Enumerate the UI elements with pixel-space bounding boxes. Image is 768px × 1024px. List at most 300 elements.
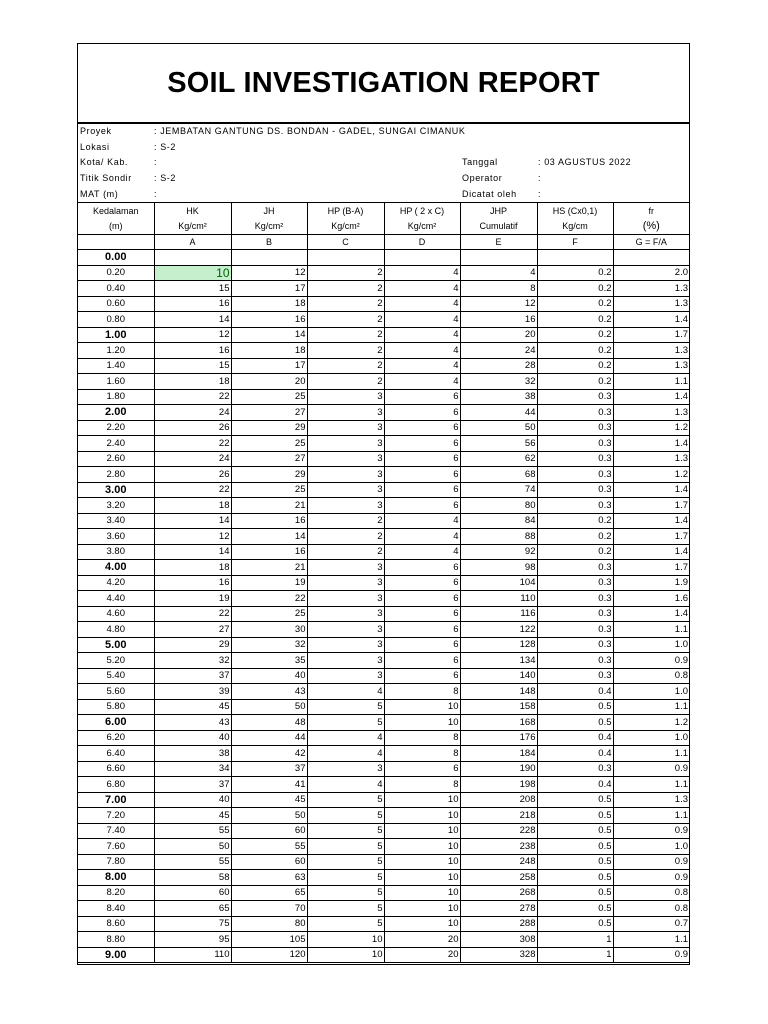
depth-cell: 5.60 — [78, 684, 154, 700]
jhp-cell: 278 — [460, 901, 537, 917]
info-label-operator: Operator — [462, 173, 503, 183]
hs-cell: 0.2 — [537, 529, 613, 545]
hp2-cell: 6 — [384, 420, 460, 436]
hs-cell: 0.4 — [537, 730, 613, 746]
fr-cell: 1.4 — [613, 436, 689, 452]
hs-cell: 0.5 — [537, 854, 613, 870]
jh-cell: 80 — [231, 916, 307, 932]
info-label-proyek: Proyek — [80, 126, 112, 136]
fr-cell: 1.6 — [613, 591, 689, 607]
jh-cell: 20 — [231, 374, 307, 390]
table-row — [78, 374, 689, 390]
hk-cell: 26 — [154, 420, 231, 436]
col-unit: Kg/cm² — [384, 218, 460, 235]
hk-cell: 19 — [154, 591, 231, 607]
hp-cell: 2 — [307, 358, 384, 374]
depth-cell: 6.60 — [78, 761, 154, 777]
table-row — [78, 746, 689, 762]
hk-cell: 38 — [154, 746, 231, 762]
hp2-cell: 6 — [384, 451, 460, 467]
fr-cell: 1.7 — [613, 327, 689, 343]
fr-cell: 0.9 — [613, 761, 689, 777]
hp2-cell: 10 — [384, 916, 460, 932]
jhp-cell: 98 — [460, 560, 537, 576]
hp2-cell — [384, 250, 460, 266]
jh-cell: 48 — [231, 715, 307, 731]
hk-cell: 24 — [154, 451, 231, 467]
table-row — [78, 870, 689, 886]
hs-cell: 0.3 — [537, 451, 613, 467]
hp-cell: 2 — [307, 296, 384, 312]
fr-cell: 1.3 — [613, 358, 689, 374]
hp-cell: 5 — [307, 901, 384, 917]
hk-cell: 110 — [154, 947, 231, 963]
depth-cell: 7.40 — [78, 823, 154, 839]
jh-cell: 55 — [231, 839, 307, 855]
fr-cell: 1.4 — [613, 482, 689, 498]
jh-cell: 27 — [231, 451, 307, 467]
hp-cell: 3 — [307, 591, 384, 607]
hp2-cell: 6 — [384, 622, 460, 638]
hp2-cell: 4 — [384, 513, 460, 529]
table-row — [78, 389, 689, 405]
depth-cell: 2.20 — [78, 420, 154, 436]
hp-cell: 3 — [307, 482, 384, 498]
info-value-dicatat-oleh: : — [538, 189, 542, 199]
depth-cell: 4.60 — [78, 606, 154, 622]
table-row — [78, 668, 689, 684]
table-row — [78, 250, 689, 266]
hs-cell — [537, 250, 613, 266]
hs-cell: 0.5 — [537, 901, 613, 917]
hp-cell: 5 — [307, 808, 384, 824]
hk-cell: 14 — [154, 312, 231, 328]
jhp-cell: 88 — [460, 529, 537, 545]
hp2-cell: 4 — [384, 296, 460, 312]
hp-cell: 5 — [307, 823, 384, 839]
hs-cell: 0.5 — [537, 916, 613, 932]
hk-cell: 16 — [154, 343, 231, 359]
hs-cell: 0.3 — [537, 420, 613, 436]
depth-cell: 6.40 — [78, 746, 154, 762]
jhp-cell: 328 — [460, 947, 537, 963]
fr-cell: 0.8 — [613, 668, 689, 684]
depth-cell: 3.00 — [78, 482, 154, 498]
col-unit: (%) — [613, 218, 689, 235]
hp2-cell: 4 — [384, 374, 460, 390]
jh-cell: 19 — [231, 575, 307, 591]
jhp-cell: 258 — [460, 870, 537, 886]
depth-cell: 1.60 — [78, 374, 154, 390]
table-row — [78, 265, 689, 281]
hp-cell: 3 — [307, 637, 384, 653]
hp-cell: 4 — [307, 684, 384, 700]
hs-cell: 0.3 — [537, 482, 613, 498]
jh-cell: 29 — [231, 420, 307, 436]
depth-cell: 5.00 — [78, 637, 154, 653]
jh-cell: 37 — [231, 761, 307, 777]
jhp-cell: 158 — [460, 699, 537, 715]
fr-cell: 1.1 — [613, 622, 689, 638]
fr-cell: 1.0 — [613, 684, 689, 700]
depth-cell: 7.20 — [78, 808, 154, 824]
jh-cell: 14 — [231, 529, 307, 545]
hs-cell: 0.3 — [537, 405, 613, 421]
jhp-cell: 140 — [460, 668, 537, 684]
table-row — [78, 823, 689, 839]
hk-cell: 14 — [154, 513, 231, 529]
table-row — [78, 296, 689, 312]
depth-cell: 3.20 — [78, 498, 154, 514]
hs-cell: 0.2 — [537, 281, 613, 297]
hp2-cell: 8 — [384, 684, 460, 700]
depth-cell: 7.00 — [78, 792, 154, 808]
hk-cell: 22 — [154, 436, 231, 452]
col-unit: Kg/cm² — [231, 218, 307, 235]
table-row — [78, 715, 689, 731]
jhp-cell: 110 — [460, 591, 537, 607]
hk-cell: 26 — [154, 467, 231, 483]
hp2-cell: 4 — [384, 265, 460, 281]
fr-cell: 0.9 — [613, 653, 689, 669]
hp2-cell: 10 — [384, 839, 460, 855]
depth-cell: 7.60 — [78, 839, 154, 855]
table-row — [78, 327, 689, 343]
depth-cell: 0.60 — [78, 296, 154, 312]
hs-cell: 0.2 — [537, 544, 613, 560]
jh-cell: 12 — [231, 265, 307, 281]
hp-cell: 3 — [307, 606, 384, 622]
fr-cell: 1.1 — [613, 374, 689, 390]
fr-cell: 1.3 — [613, 451, 689, 467]
hk-cell — [154, 250, 231, 266]
hp2-cell: 4 — [384, 358, 460, 374]
hp-cell: 2 — [307, 312, 384, 328]
hp-cell: 10 — [307, 932, 384, 948]
header-row-names — [78, 203, 689, 219]
hs-cell: 0.3 — [537, 761, 613, 777]
fr-cell: 0.8 — [613, 885, 689, 901]
depth-cell: 0.00 — [78, 250, 154, 266]
fr-cell: 1.3 — [613, 281, 689, 297]
table-row — [78, 761, 689, 777]
depth-cell: 6.20 — [78, 730, 154, 746]
col-name: JHP — [460, 203, 537, 219]
hs-cell: 0.2 — [537, 265, 613, 281]
fr-cell: 1.0 — [613, 730, 689, 746]
jh-cell: 25 — [231, 389, 307, 405]
info-value-kota: : — [154, 157, 158, 167]
hs-cell: 1 — [537, 932, 613, 948]
info-label-lokasi: Lokasi — [80, 142, 110, 152]
jh-cell: 14 — [231, 327, 307, 343]
hp2-cell: 20 — [384, 932, 460, 948]
depth-cell: 2.40 — [78, 436, 154, 452]
fr-cell: 1.2 — [613, 467, 689, 483]
jhp-cell: 116 — [460, 606, 537, 622]
hk-cell: 45 — [154, 699, 231, 715]
depth-cell: 6.80 — [78, 777, 154, 793]
hk-cell: 40 — [154, 792, 231, 808]
depth-cell: 4.80 — [78, 622, 154, 638]
hs-cell: 0.3 — [537, 637, 613, 653]
jh-cell: 32 — [231, 637, 307, 653]
fr-cell: 1.4 — [613, 312, 689, 328]
hp2-cell: 6 — [384, 591, 460, 607]
col-code: C — [307, 235, 384, 250]
table-row — [78, 653, 689, 669]
hk-cell: 65 — [154, 901, 231, 917]
hp-cell: 3 — [307, 436, 384, 452]
hk-cell: 50 — [154, 839, 231, 855]
hp-cell: 5 — [307, 916, 384, 932]
hp-cell: 5 — [307, 885, 384, 901]
jh-cell: 45 — [231, 792, 307, 808]
depth-cell: 1.00 — [78, 327, 154, 343]
jhp-cell: 208 — [460, 792, 537, 808]
hs-cell: 0.3 — [537, 560, 613, 576]
hp-cell: 4 — [307, 730, 384, 746]
depth-cell: 8.80 — [78, 932, 154, 948]
hs-cell: 0.3 — [537, 591, 613, 607]
col-unit: (m) — [109, 221, 123, 231]
fr-cell: 1.7 — [613, 560, 689, 576]
table-row — [78, 730, 689, 746]
hp2-cell: 6 — [384, 436, 460, 452]
hp2-cell: 10 — [384, 823, 460, 839]
depth-cell: 8.40 — [78, 901, 154, 917]
table-row — [78, 885, 689, 901]
jh-cell: 65 — [231, 885, 307, 901]
table-row — [78, 467, 689, 483]
hk-cell: 18 — [154, 498, 231, 514]
jhp-cell: 38 — [460, 389, 537, 405]
hs-cell: 0.3 — [537, 467, 613, 483]
hs-cell: 0.5 — [537, 808, 613, 824]
col-name: HS (Cx0,1) — [537, 203, 613, 219]
hs-cell: 0.2 — [537, 374, 613, 390]
depth-cell: 3.80 — [78, 544, 154, 560]
jhp-cell: 228 — [460, 823, 537, 839]
hs-cell: 0.3 — [537, 622, 613, 638]
jhp-cell: 8 — [460, 281, 537, 297]
hk-cell: 95 — [154, 932, 231, 948]
hp2-cell: 6 — [384, 467, 460, 483]
jhp-cell: 62 — [460, 451, 537, 467]
jh-cell: 60 — [231, 854, 307, 870]
hk-cell: 12 — [154, 327, 231, 343]
fr-cell: 1.4 — [613, 606, 689, 622]
col-code: E — [460, 235, 537, 250]
hp2-cell: 10 — [384, 699, 460, 715]
fr-cell: 1.7 — [613, 529, 689, 545]
jhp-cell: 238 — [460, 839, 537, 855]
jh-cell: 105 — [231, 932, 307, 948]
hp-cell: 3 — [307, 389, 384, 405]
col-code: F — [537, 235, 613, 250]
jh-cell: 16 — [231, 513, 307, 529]
col-name: JH — [231, 203, 307, 219]
hp-cell: 5 — [307, 870, 384, 886]
hs-cell: 0.4 — [537, 746, 613, 762]
hs-cell: 0.3 — [537, 653, 613, 669]
col-name: Kedalaman — [78, 203, 154, 219]
col-unit: Kg/cm² — [154, 218, 231, 235]
col-name: HK — [154, 203, 231, 219]
info-label-mat: MAT (m) — [80, 189, 119, 199]
hk-cell: 29 — [154, 637, 231, 653]
info-label-dicatat-oleh: Dicatat oleh — [462, 189, 517, 199]
table-row — [78, 932, 689, 948]
jh-cell: 50 — [231, 808, 307, 824]
hs-cell: 0.5 — [537, 839, 613, 855]
fr-cell: 1.4 — [613, 544, 689, 560]
table-row — [78, 637, 689, 653]
jhp-cell: 44 — [460, 405, 537, 421]
jh-cell: 40 — [231, 668, 307, 684]
fr-cell: 0.8 — [613, 901, 689, 917]
col-unit: Cumulatif — [460, 218, 537, 235]
info-value-operator: : — [538, 173, 542, 183]
hk-cell: 24 — [154, 405, 231, 421]
hk-cell: 22 — [154, 482, 231, 498]
fr-cell: 1.1 — [613, 808, 689, 824]
hs-cell: 0.4 — [537, 684, 613, 700]
depth-cell: 1.20 — [78, 343, 154, 359]
hk-cell: 12 — [154, 529, 231, 545]
hs-cell: 0.2 — [537, 296, 613, 312]
jh-cell: 21 — [231, 498, 307, 514]
hp-cell: 2 — [307, 281, 384, 297]
table-row — [78, 839, 689, 855]
hp-cell: 2 — [307, 513, 384, 529]
hs-cell: 1 — [537, 947, 613, 963]
hp2-cell: 6 — [384, 405, 460, 421]
table-row — [78, 529, 689, 545]
info-label-kota: Kota/ Kab. — [80, 157, 129, 167]
hp2-cell: 10 — [384, 901, 460, 917]
table-row — [78, 699, 689, 715]
hk-cell: 43 — [154, 715, 231, 731]
hp2-cell: 6 — [384, 637, 460, 653]
jhp-cell: 128 — [460, 637, 537, 653]
fr-cell: 1.3 — [613, 405, 689, 421]
hp2-cell: 6 — [384, 668, 460, 684]
jhp-cell: 190 — [460, 761, 537, 777]
fr-cell: 1.2 — [613, 420, 689, 436]
jhp-cell: 268 — [460, 885, 537, 901]
jhp-cell: 288 — [460, 916, 537, 932]
info-value-mat: : — [154, 189, 158, 199]
hp2-cell: 6 — [384, 761, 460, 777]
hk-cell: 39 — [154, 684, 231, 700]
jhp-cell — [460, 250, 537, 266]
jh-cell: 35 — [231, 653, 307, 669]
depth-cell: 4.20 — [78, 575, 154, 591]
hk-cell: 37 — [154, 668, 231, 684]
hs-cell: 0.5 — [537, 699, 613, 715]
jh-cell: 16 — [231, 312, 307, 328]
jhp-cell: 20 — [460, 327, 537, 343]
hp2-cell: 10 — [384, 885, 460, 901]
hp-cell: 3 — [307, 761, 384, 777]
hk-cell: 55 — [154, 823, 231, 839]
table-row — [78, 622, 689, 638]
hp-cell: 3 — [307, 498, 384, 514]
jh-cell: 43 — [231, 684, 307, 700]
info-value-lokasi: : S-2 — [154, 142, 177, 152]
jh-cell: 41 — [231, 777, 307, 793]
fr-cell — [613, 250, 689, 266]
fr-cell: 1.3 — [613, 343, 689, 359]
hk-cell: 58 — [154, 870, 231, 886]
hp2-cell: 4 — [384, 343, 460, 359]
col-unit: Kg/cm — [537, 218, 613, 235]
hp2-cell: 10 — [384, 854, 460, 870]
hp-cell: 5 — [307, 699, 384, 715]
fr-cell: 0.9 — [613, 870, 689, 886]
hp-cell: 3 — [307, 560, 384, 576]
hp2-cell: 8 — [384, 730, 460, 746]
jhp-cell: 56 — [460, 436, 537, 452]
hs-cell: 0.5 — [537, 870, 613, 886]
hp2-cell: 8 — [384, 746, 460, 762]
fr-cell: 1.4 — [613, 513, 689, 529]
depth-cell: 2.80 — [78, 467, 154, 483]
table-row — [78, 405, 689, 421]
fr-cell: 1.0 — [613, 637, 689, 653]
hp-cell: 4 — [307, 746, 384, 762]
depth-cell: 4.00 — [78, 560, 154, 576]
jh-cell: 18 — [231, 296, 307, 312]
hs-cell: 0.3 — [537, 389, 613, 405]
table-row — [78, 606, 689, 622]
hk-cell: 34 — [154, 761, 231, 777]
hp2-cell: 6 — [384, 606, 460, 622]
info-value-titik-sondir: : S-2 — [154, 173, 177, 183]
hp-cell: 3 — [307, 653, 384, 669]
report-title: SOIL INVESTIGATION REPORT — [167, 66, 600, 99]
fr-cell: 1.2 — [613, 715, 689, 731]
hp-cell: 3 — [307, 575, 384, 591]
table-row — [78, 281, 689, 297]
depth-cell: 8.20 — [78, 885, 154, 901]
jhp-cell: 32 — [460, 374, 537, 390]
hp2-cell: 6 — [384, 560, 460, 576]
hs-cell: 0.2 — [537, 513, 613, 529]
hp-cell: 4 — [307, 777, 384, 793]
hs-cell: 0.3 — [537, 606, 613, 622]
hp2-cell: 10 — [384, 808, 460, 824]
depth-cell: 7.80 — [78, 854, 154, 870]
hp-cell: 2 — [307, 265, 384, 281]
jhp-cell: 68 — [460, 467, 537, 483]
hp-cell: 3 — [307, 405, 384, 421]
jhp-cell: 248 — [460, 854, 537, 870]
hp2-cell: 4 — [384, 327, 460, 343]
jhp-cell: 74 — [460, 482, 537, 498]
table-row — [78, 560, 689, 576]
hk-cell: 27 — [154, 622, 231, 638]
jh-cell: 70 — [231, 901, 307, 917]
hk-cell: 18 — [154, 374, 231, 390]
hp-cell: 3 — [307, 467, 384, 483]
fr-cell: 1.0 — [613, 839, 689, 855]
sondir-table — [78, 202, 689, 963]
hp2-cell: 8 — [384, 777, 460, 793]
col-code: A — [154, 235, 231, 250]
fr-cell: 1.4 — [613, 389, 689, 405]
